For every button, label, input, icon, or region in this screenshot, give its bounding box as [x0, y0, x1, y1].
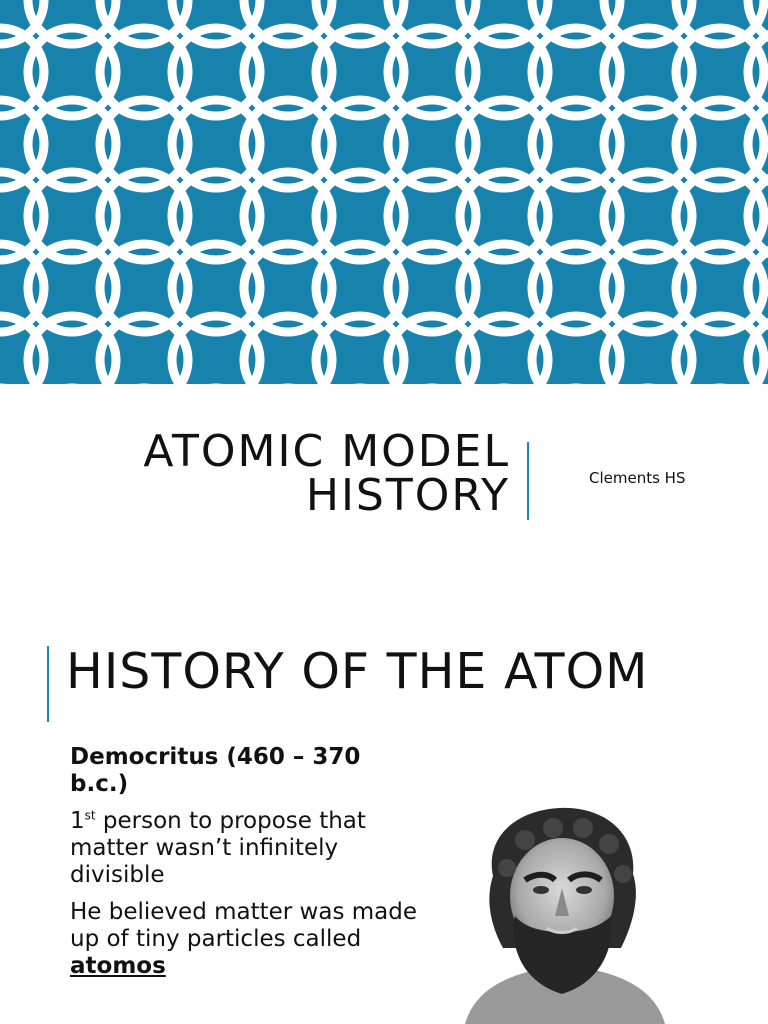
- atomos-term: atomos: [70, 953, 166, 979]
- heading-accent-bar: [47, 646, 49, 722]
- bullet-first-person: [70, 808, 420, 889]
- ring-pattern-graphic: [0, 0, 768, 384]
- decorative-ring-pattern: [0, 0, 768, 384]
- slide-heading: HISTORY OF THE ATOM: [66, 643, 649, 700]
- title-line-1: ATOMIC MODEL: [143, 426, 510, 477]
- title-divider-bar: [527, 442, 529, 520]
- bullet-atomos-text: He believed matter was made up of tiny particles called: [70, 899, 418, 952]
- title-line-2: HISTORY: [305, 470, 510, 521]
- ordinal-number: 1: [70, 808, 85, 834]
- bullet-atomos: [70, 899, 420, 980]
- slide-subtitle: Clements HS: [589, 469, 686, 487]
- democritus-bust-image: [455, 798, 670, 1024]
- democritus-bust-illustration-icon: [455, 798, 670, 1024]
- bullet-first-person-text: person to propose that matter wasn’t infinitely divisible: [70, 808, 366, 888]
- slide-body-text: [70, 744, 420, 990]
- democritus-heading: Democritus (460 – 370 b.c.): [70, 744, 361, 797]
- content-slide: [0, 576, 768, 1024]
- ordinal-suffix: st: [84, 808, 96, 823]
- slide-title: [50, 426, 510, 521]
